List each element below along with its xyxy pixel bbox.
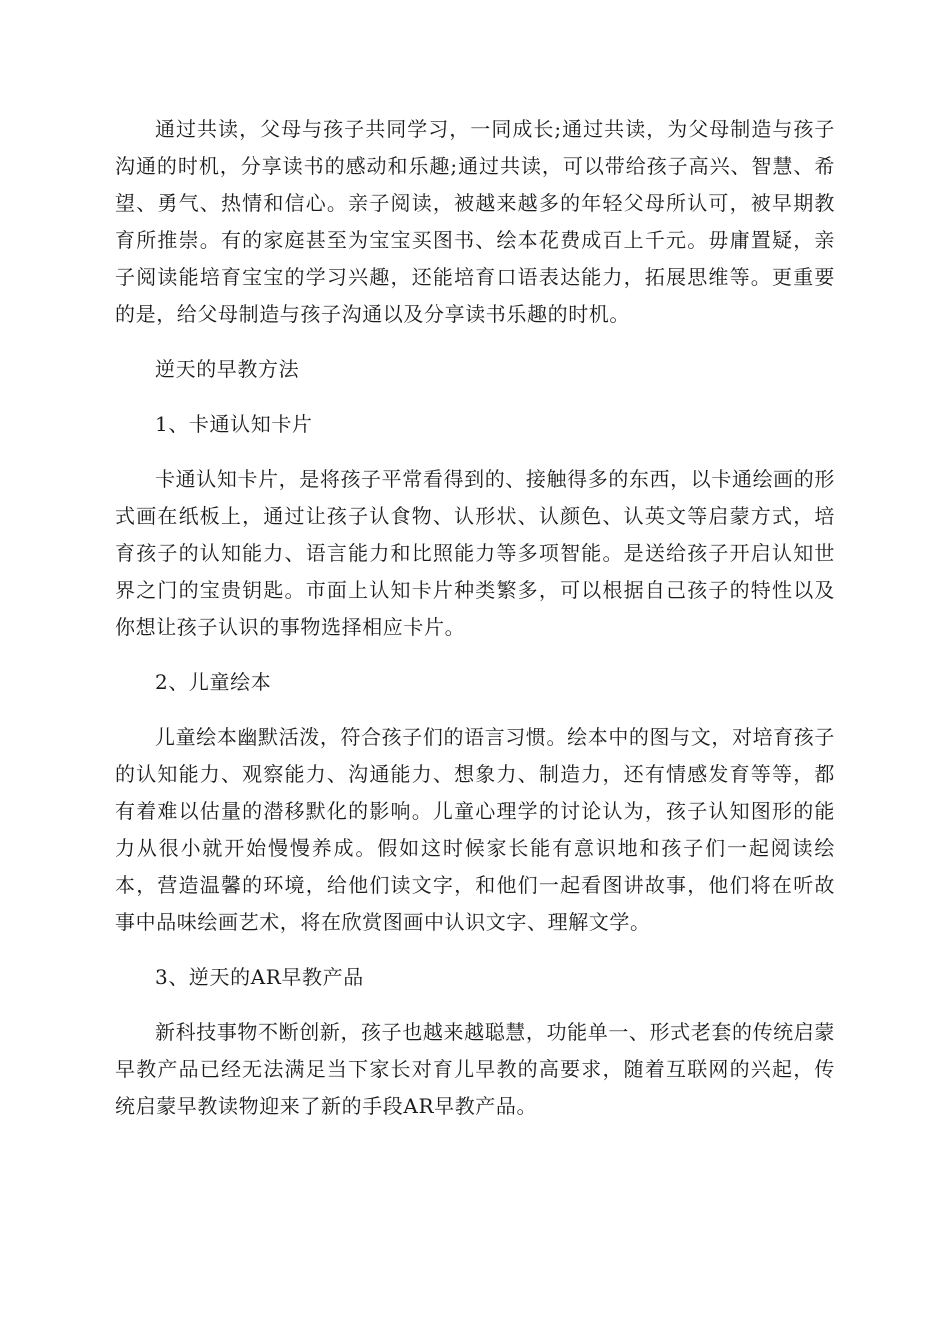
subheading-ar-products: 3、逆天的AR早教产品	[155, 965, 364, 989]
paragraph-ar-products: 新科技事物不断创新，孩子也越来越聪慧，功能单一、形式老套的传统启蒙早教产品已经无法满足当下家长对育儿早教的高要求，随着互联网的兴起，传统启蒙早教读物迎来了新的手段AR早教产品。	[115, 1020, 835, 1118]
section-heading-methods: 逆天的早教方法	[155, 357, 300, 381]
paragraph-cartoon-cards: 卡通认知卡片，是将孩子平常看得到的、接触得多的东西，以卡通绘画的形式画在纸板上，通过让孩子认食物、认形状、认颜色、认英文等启蒙方式，培育孩子的认知能力、语言能力和比照能力等多项智能。是送给孩子开启认知世界之门的宝贵钥匙。市面上认知卡片种类繁多，可以根据自己孩子的特性以及你想让孩子认识的事物选择相应卡片。	[115, 467, 835, 639]
paragraph-picture-books: 儿童绘本幽默活泼，符合孩子们的语言习惯。绘本中的图与文，对培育孩子的认知能力、观察能力、沟通能力、想象力、制造力，还有情感发育等等，都有着难以估量的潜移默化的影响。儿童心理学的讨论认为，孩子认知图形的能力从很小就开始慢慢养成。假如这时候家长能有意识地和孩子们一起阅读绘本，营造温馨的环境，给他们读文字，和他们一起看图讲故事，他们将在听故事中品味绘画艺术，将在欣赏图画中认识文字、理解文学。	[115, 725, 835, 934]
subheading-cartoon-cards: 1、卡通认知卡片	[155, 412, 313, 436]
subheading-picture-books: 2、儿童绘本	[155, 670, 272, 694]
document-body	[115, 111, 835, 1143]
paragraph-intro: 通过共读，父母与孩子共同学习，一同成长;通过共读，为父母制造与孩子沟通的时机，分享读书的感动和乐趣;通过共读，可以带给孩子高兴、智慧、希望、勇气、热情和信心。亲子阅读，被越来越多的年轻父母所认可，被早期教育所推崇。有的家庭甚至为宝宝买图书、绘本花费成百上千元。毋庸置疑，亲子阅读能培育宝宝的学习兴趣，还能培育口语表达能力，拓展思维等。更重要的是，给父母制造与孩子沟通以及分享读书乐趣的时机。	[115, 117, 835, 326]
